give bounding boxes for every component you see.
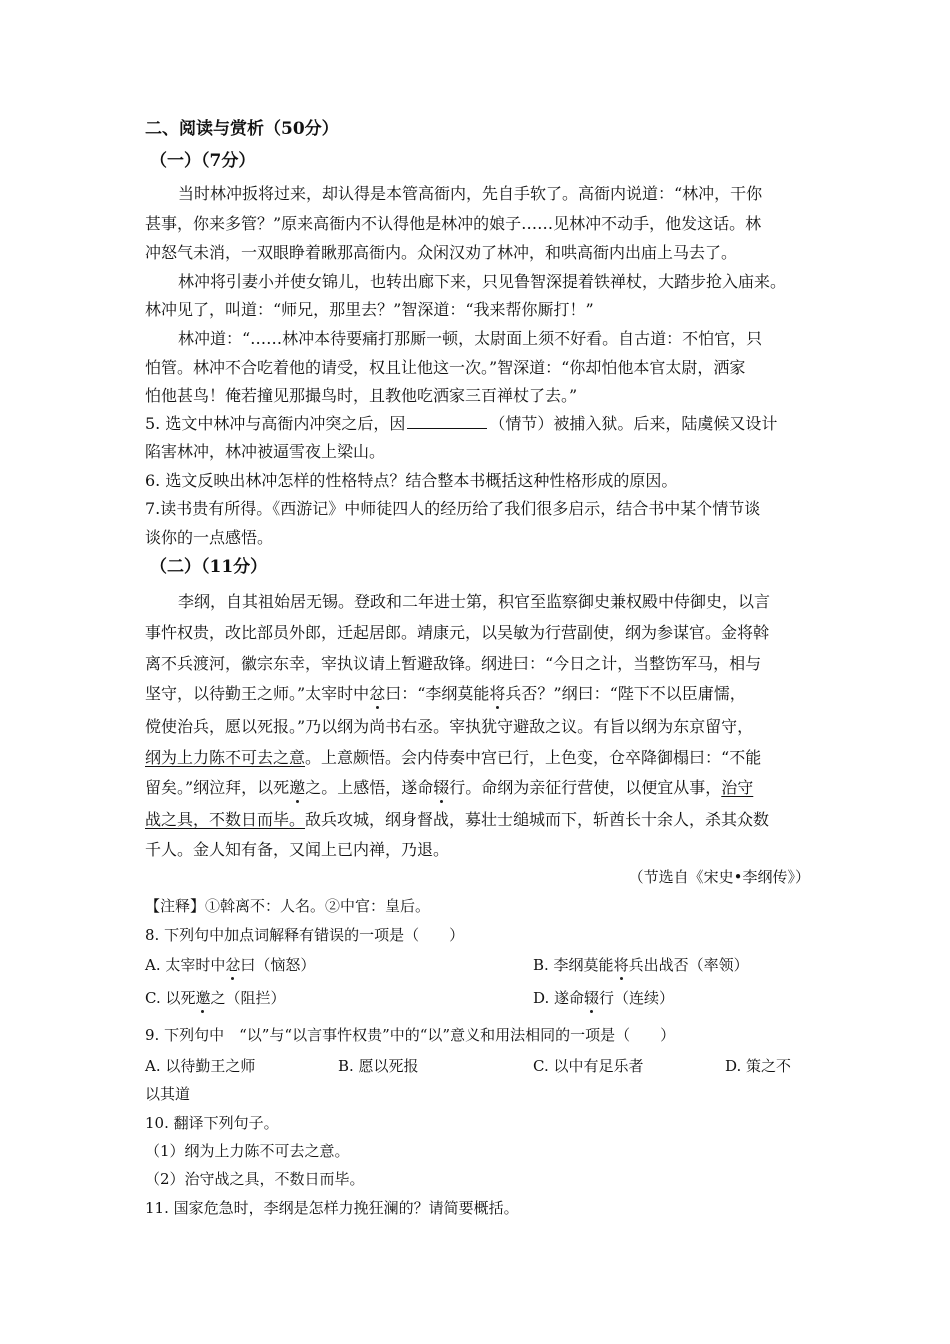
- dotted-word: 忿: [369, 684, 386, 703]
- section-title: 二、阅读与赏析（50分）: [145, 119, 339, 139]
- question-5-text-b: （情节）被捕入狱。后来，陆虞候又设计: [489, 414, 778, 433]
- question-5: [145, 414, 777, 434]
- part1-title: （一）（7分）: [150, 151, 256, 171]
- underlined-sentence: 治守: [721, 778, 754, 797]
- passage1-line-3: 冲怒气未消，一双眼睁着瞅那高衙内。众闲汉劝了林冲，和哄高衙内出庙上马去了。: [145, 243, 738, 262]
- dotted-word: 将: [489, 684, 506, 703]
- q8-option-c[interactable]: [145, 988, 286, 1008]
- dotted-word: 辍: [584, 989, 600, 1007]
- passage1-line-8: 怕他甚鸟！俺若撞见那撮鸟时，且教他吃洒家三百禅杖了去。”: [145, 386, 578, 405]
- text-segment: 。上意颇悟。会内侍奏中宫已行，上色变，仓卒降御榻曰：“不能: [305, 748, 762, 767]
- passage2-line-7: [145, 778, 753, 798]
- q9-option-c[interactable]: C. 以中有足乐者: [533, 1057, 644, 1075]
- answer-blank[interactable]: [407, 414, 487, 429]
- passage2-line-3: 离不兵渡河，徽宗东幸，宰执议请上暂避敌锋。纲进曰：“今日之计，当整饬军马，相与: [145, 654, 762, 673]
- passage1-line-5: 林冲见了，叫道：“师兄，那里去？”智深道：“我来帮你厮打！”: [145, 300, 594, 319]
- dotted-word: 邀: [195, 989, 211, 1007]
- option-text: 曰（恼怒）: [240, 956, 316, 974]
- option-text: B. 李纲莫能: [533, 956, 614, 974]
- passage2-line-1: 李纲，自其祖始居无锡。登政和二年进士第，积官至监察御史兼权殿中侍御史，以言: [178, 592, 771, 611]
- question-10-2: （2）治守战之具，不数日而毕。: [145, 1170, 365, 1188]
- q8-option-d[interactable]: [533, 988, 674, 1008]
- passage1-line-7: 怕管。林冲不合吃着他的请受，权且让他这一次。”智深道：“你却怕他本官太尉，洒家: [145, 358, 746, 377]
- text-segment: 坚守，以待勤王之师。”太宰时中: [145, 684, 370, 703]
- q9-option-b[interactable]: B. 愿以死报: [338, 1057, 419, 1075]
- passage1-line-6: 林冲道：“……林冲本待要痛打那厮一顿，太尉面上须不好看。自古道：不怕官，只: [178, 329, 763, 348]
- dotted-word: 邀: [289, 778, 306, 797]
- option-text: A. 太宰时中: [145, 956, 226, 974]
- passage2-line-6: [145, 748, 761, 768]
- text-segment: 曰：“李纲莫能: [385, 684, 490, 703]
- question-10: 10. 翻译下列句子。: [145, 1114, 279, 1132]
- question-8: 8. 下列句中加点词解释有错误的一项是（ ）: [145, 926, 465, 944]
- text-segment: 留矣。”纲泣拜，以死: [145, 778, 290, 797]
- q8-option-b[interactable]: [533, 955, 749, 975]
- dotted-word: 辍: [433, 778, 450, 797]
- question-7: 7.读书贵有所得。《西游记》中师徒四人的经历给了我们很多启示，结合书中某个情节谈: [145, 499, 761, 518]
- question-7-cont: 谈你的一点感悟。: [145, 528, 274, 547]
- q9-option-d-cont: 以其道: [145, 1085, 191, 1103]
- q9-option-a[interactable]: A. 以待勤王之师: [145, 1057, 256, 1075]
- passage2-line-8: [145, 810, 769, 830]
- passage1-line-2: 甚事，你来多管？”原来高衙内不认得他是林冲的娘子……见林冲不动手，他发这话。林: [145, 214, 762, 233]
- question-5-cont: 陷害林冲，林冲被逼雪夜上梁山。: [145, 442, 386, 461]
- option-text: 之（阻拦）: [210, 989, 286, 1007]
- dotted-word: 将: [613, 956, 629, 974]
- annotation-note: 【注释】①斡离不：人名。②中官：皇后。: [145, 897, 431, 915]
- question-9: 9. 下列句中 “以”与“以言事忤权贵”中的“以”意义和用法相同的一项是（ ）: [145, 1026, 676, 1044]
- text-segment: 敌兵攻城，纲身督战，募壮士缒城而下，斩酋长十余人，杀其众数: [305, 810, 770, 829]
- underlined-sentence: 战之具，不数日而毕。: [145, 810, 306, 829]
- text-segment: 之。上感悟，遂命: [305, 778, 434, 797]
- text-segment: 行。命纲为亲征行营使，以便宜从事，: [449, 778, 722, 797]
- question-6: 6. 选文反映出林冲怎样的性格特点？结合整本书概括这种性格形成的原因。: [145, 471, 678, 490]
- question-11: 11. 国家危急时，李纲是怎样力挽狂澜的？请简要概括。: [145, 1199, 519, 1217]
- underlined-sentence: 纲为上力陈不可去之意: [145, 748, 306, 767]
- passage1-line-1: 当时林冲扳将过来，却认得是本管高衙内，先自手软了。高衙内说道：“林冲，干你: [178, 184, 763, 203]
- q9-option-d[interactable]: D. 策之不: [725, 1057, 792, 1075]
- part2-title: （二）（11分）: [150, 557, 268, 577]
- option-text: 兵出战否（率领）: [628, 956, 749, 974]
- option-text: C. 以死: [145, 989, 196, 1007]
- passage2-line-9: 千人。金人知有备，又闻上已内禅，乃退。: [145, 840, 450, 859]
- option-text: 行（连续）: [599, 989, 675, 1007]
- question-5-text-a: 5. 选文中林冲与高衙内冲突之后，因: [145, 414, 406, 433]
- question-10-1: （1）纲为上力陈不可去之意。: [145, 1142, 350, 1160]
- q8-option-a[interactable]: [145, 955, 315, 975]
- passage1-line-4: 林冲将引妻小并使女锦儿，也转出廊下来，只见鲁智深提着铁禅杖，大踏步抢入庙来。: [178, 272, 787, 291]
- text-segment: 兵否？”纲曰：“陛下不以臣庸懦，: [505, 684, 746, 703]
- passage2-line-4: [145, 684, 746, 704]
- passage2-line-2: 事忤权贵，改比部员外郎，迁起居郎。靖康元，以吴敏为行营副使，纲为参谋官。金将斡: [145, 623, 770, 642]
- source-citation: （节选自《宋史•李纲传》）: [628, 868, 810, 886]
- passage2-line-5: 傥使治兵，愿以死报。”乃以纲为尚书右丞。宰执犹守避敌之议。有旨以纲为东京留守，: [145, 717, 754, 736]
- dotted-word: 忿: [225, 956, 241, 974]
- option-text: D. 遂命: [533, 989, 585, 1007]
